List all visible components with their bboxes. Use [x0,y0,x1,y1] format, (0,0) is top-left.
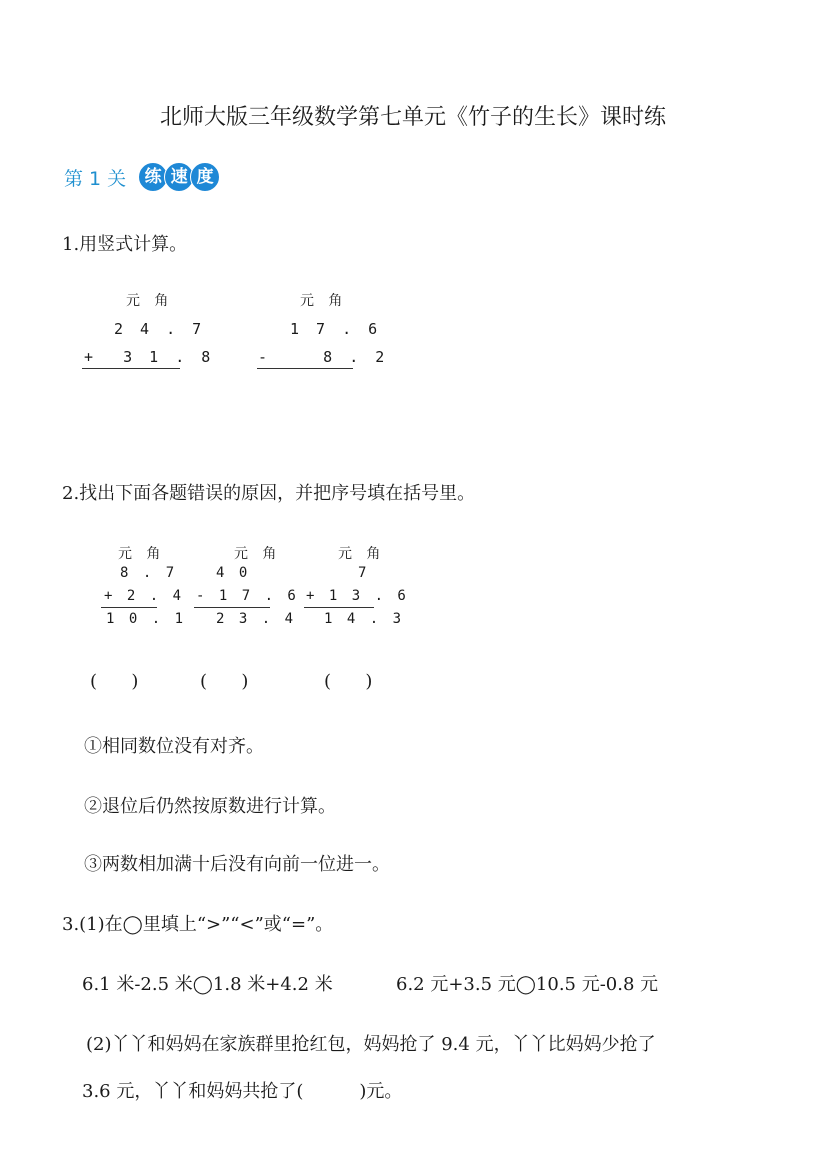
badge-char-2: 速 [164,162,194,192]
calc-1b-bottom: - 8 . 2 [258,348,389,366]
part2-line2-text-a: 3.6 元，丫丫和妈妈共抢了( [82,1081,304,1102]
calc-2c-header: 元 角 [338,546,384,562]
badge-char-1: 练 [138,162,168,192]
calc-2a-top: 8 . 7 [120,565,178,581]
question-3-part2-line1: (2)丫丫和妈妈在家族群里抢红包，妈妈抢了 9.4 元，丫丫比妈妈少抢了 [86,1034,656,1055]
question-1-prompt: 1.用竖式计算。 [62,234,188,255]
calc-2a-rule [101,607,157,608]
calc-2b-rule [194,607,270,608]
calc-2a-bottom: + 2 . 4 [104,588,185,604]
calc-1a-bottom: + 3 1 . 8 [84,348,215,366]
answer-paren-1[interactable]: ( ) [90,671,139,692]
section-header [64,162,216,192]
compare-expression-2: 6.2 元+3.5 元◯10.5 元-0.8 元 [396,974,659,995]
calc-2a-result: 1 0 . 1 [106,611,187,627]
calc-1b-header: 元 角 [300,293,346,309]
reason-option-2: ②退位后仍然按原数进行计算。 [84,796,336,817]
reason-option-3: ③两数相加满十后没有向前一位进一。 [84,854,390,875]
calc-2b-bottom: - 1 7 . 6 [196,588,299,604]
calc-2c-top: 7 [358,565,370,581]
reason-option-1: ①相同数位没有对齐。 [84,736,264,757]
calc-2c-result: 1 4 . 3 [324,611,405,627]
question-3-part1-prompt: 3.(1)在◯里填上“>”“<”或“=”。 [62,914,334,935]
calc-2b-top: 4 0 [216,565,251,581]
question-3-part2-line2 [82,1077,402,1103]
page-title: 北师大版三年级数学第七单元《竹子的生长》课时练 [159,105,666,130]
section-label: 第 1 关 [64,167,127,190]
calc-1a-top: 2 4 . 7 [114,320,206,338]
calc-1b-rule [257,368,353,369]
calc-2b-result: 2 3 . 4 [216,611,297,627]
calc-1a-header: 元 角 [126,293,172,309]
answer-paren-2[interactable]: ( ) [200,671,249,692]
calc-2c-bottom: + 1 3 . 6 [306,588,409,604]
calc-2b-header: 元 角 [234,546,280,562]
calc-2a-header: 元 角 [118,546,164,562]
answer-paren-3[interactable]: ( ) [324,671,373,692]
calc-1b-top: 1 7 . 6 [290,320,382,338]
question-2-prompt: 2.找出下面各题错误的原因，并把序号填在括号里。 [62,483,476,504]
compare-expression-1: 6.1 米-2.5 米◯1.8 米+4.2 米 [82,974,333,995]
badge-char-3: 度 [190,162,220,192]
calc-1a-rule [82,368,180,369]
calc-2c-rule [304,607,374,608]
section-badge [138,162,216,192]
part2-line2-text-b: )元。 [359,1081,403,1102]
